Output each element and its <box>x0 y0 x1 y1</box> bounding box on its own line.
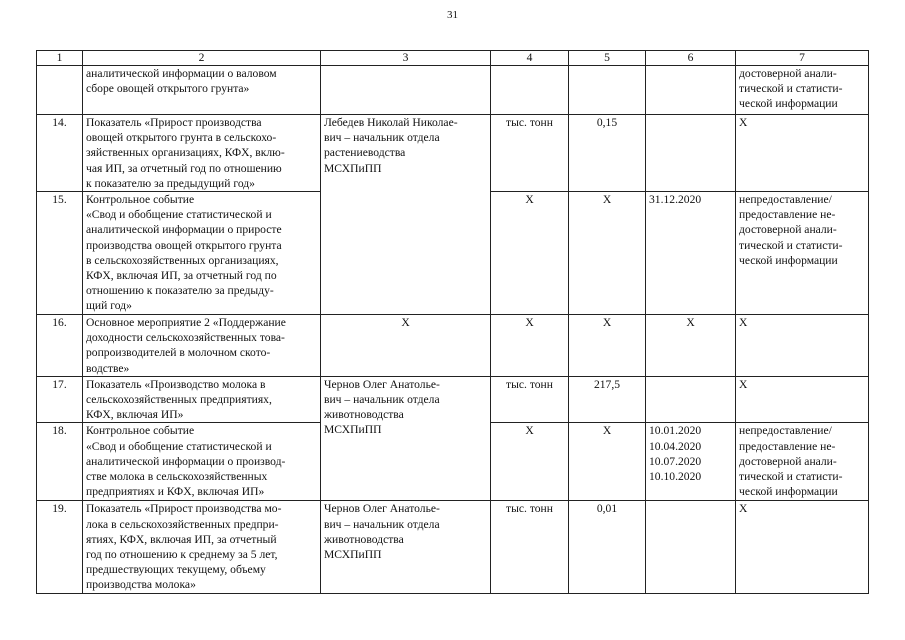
page-number: 31 <box>447 9 458 21</box>
table-row-17 <box>37 376 869 423</box>
table-row-16 <box>37 315 869 377</box>
column-header-2: 2 <box>83 51 321 66</box>
value-cell: 0,01 <box>569 501 646 594</box>
description-cell: Показатель «Прирост производства овощей открытого грунта в сельскохо- зяйственных организациях, КФХ, вклю- чая ИП, за отчетный год по отношению к показателю за предыдущий год» <box>83 115 321 192</box>
row-number-cell: 19. <box>37 501 83 594</box>
unit-cell <box>491 66 569 115</box>
responsible-cell: Лебедев Николай Николае- вич – начальник отдела растениеводства МСХПиПП <box>321 115 491 315</box>
row-number-cell: 17. <box>37 376 83 423</box>
column-header-5: 5 <box>569 51 646 66</box>
risk-cell: достоверной анали- тической и статисти- ческой информации <box>736 66 869 115</box>
value-cell: 217,5 <box>569 376 646 423</box>
table-row-continuation <box>37 66 869 115</box>
column-header-7: 7 <box>736 51 869 66</box>
risk-cell: X <box>736 376 869 423</box>
risk-cell: X <box>736 115 869 192</box>
table-header-row <box>37 51 869 66</box>
unit-cell: тыс. тонн <box>491 501 569 594</box>
row-number-cell <box>37 66 83 115</box>
date-cell <box>646 501 736 594</box>
unit-cell: X <box>491 315 569 377</box>
description-cell: аналитической информации о валовом сборе овощей открытого грунта» <box>83 66 321 115</box>
description-cell: Показатель «Прирост производства мо- лока в сельскохозяйственных предпри- ятиях, КФХ, включая ИП, за отчетный год по отношению к среднему за 5 лет, предшествующих текущему, объему производства молока» <box>83 501 321 594</box>
value-cell <box>569 66 646 115</box>
column-header-3: 3 <box>321 51 491 66</box>
unit-cell: тыс. тонн <box>491 376 569 423</box>
description-cell: Основное мероприятие 2 «Поддержание доходности сельскохозяйственных това- ропроизводителей в молочном ското- водстве» <box>83 315 321 377</box>
table-row-14 <box>37 115 869 192</box>
row-number-cell: 18. <box>37 423 83 501</box>
responsible-cell: Чернов Олег Анатолье- вич – начальник отдела животноводства МСХПиПП <box>321 376 491 501</box>
risk-cell: X <box>736 315 869 377</box>
date-cell: 31.12.2020 <box>646 192 736 315</box>
column-header-6: 6 <box>646 51 736 66</box>
description-cell: Контрольное событие «Свод и обобщение статистической и аналитической информации о производ- стве молока в сельскохозяйственных предприятиях и КФХ, включая ИП» <box>83 423 321 501</box>
unit-cell: X <box>491 423 569 501</box>
unit-cell: тыс. тонн <box>491 115 569 192</box>
row-number-cell: 14. <box>37 115 83 192</box>
responsible-cell <box>321 66 491 115</box>
description-cell: Контрольное событие «Свод и обобщение статистической и аналитической информации о приросте производства овощей открытого грунта в сельскохозяйственных организациях, КФХ, включая ИП, за отчетный год по отношению к показателю за предыду- щий год» <box>83 192 321 315</box>
risk-cell: непредоставление/ предоставление не- достоверной анали- тической и статисти- ческой информации <box>736 192 869 315</box>
date-cell: 10.01.2020 10.04.2020 10.07.2020 10.10.2020 <box>646 423 736 501</box>
date-cell <box>646 376 736 423</box>
description-cell: Показатель «Производство молока в сельскохозяйственных предприятиях, КФХ, включая ИП» <box>83 376 321 423</box>
measures-table <box>36 50 869 594</box>
column-header-4: 4 <box>491 51 569 66</box>
value-cell: X <box>569 423 646 501</box>
date-cell: X <box>646 315 736 377</box>
risk-cell: непредоставление/ предоставление не- достоверной анали- тической и статисти- ческой информации <box>736 423 869 501</box>
responsible-cell: Чернов Олег Анатолье- вич – начальник отдела животноводства МСХПиПП <box>321 501 491 594</box>
value-cell: X <box>569 192 646 315</box>
row-number-cell: 15. <box>37 192 83 315</box>
value-cell: 0,15 <box>569 115 646 192</box>
date-cell <box>646 115 736 192</box>
row-number-cell: 16. <box>37 315 83 377</box>
value-cell: X <box>569 315 646 377</box>
responsible-cell: X <box>321 315 491 377</box>
column-header-1: 1 <box>37 51 83 66</box>
risk-cell: X <box>736 501 869 594</box>
table-row-19 <box>37 501 869 594</box>
unit-cell: X <box>491 192 569 315</box>
date-cell <box>646 66 736 115</box>
